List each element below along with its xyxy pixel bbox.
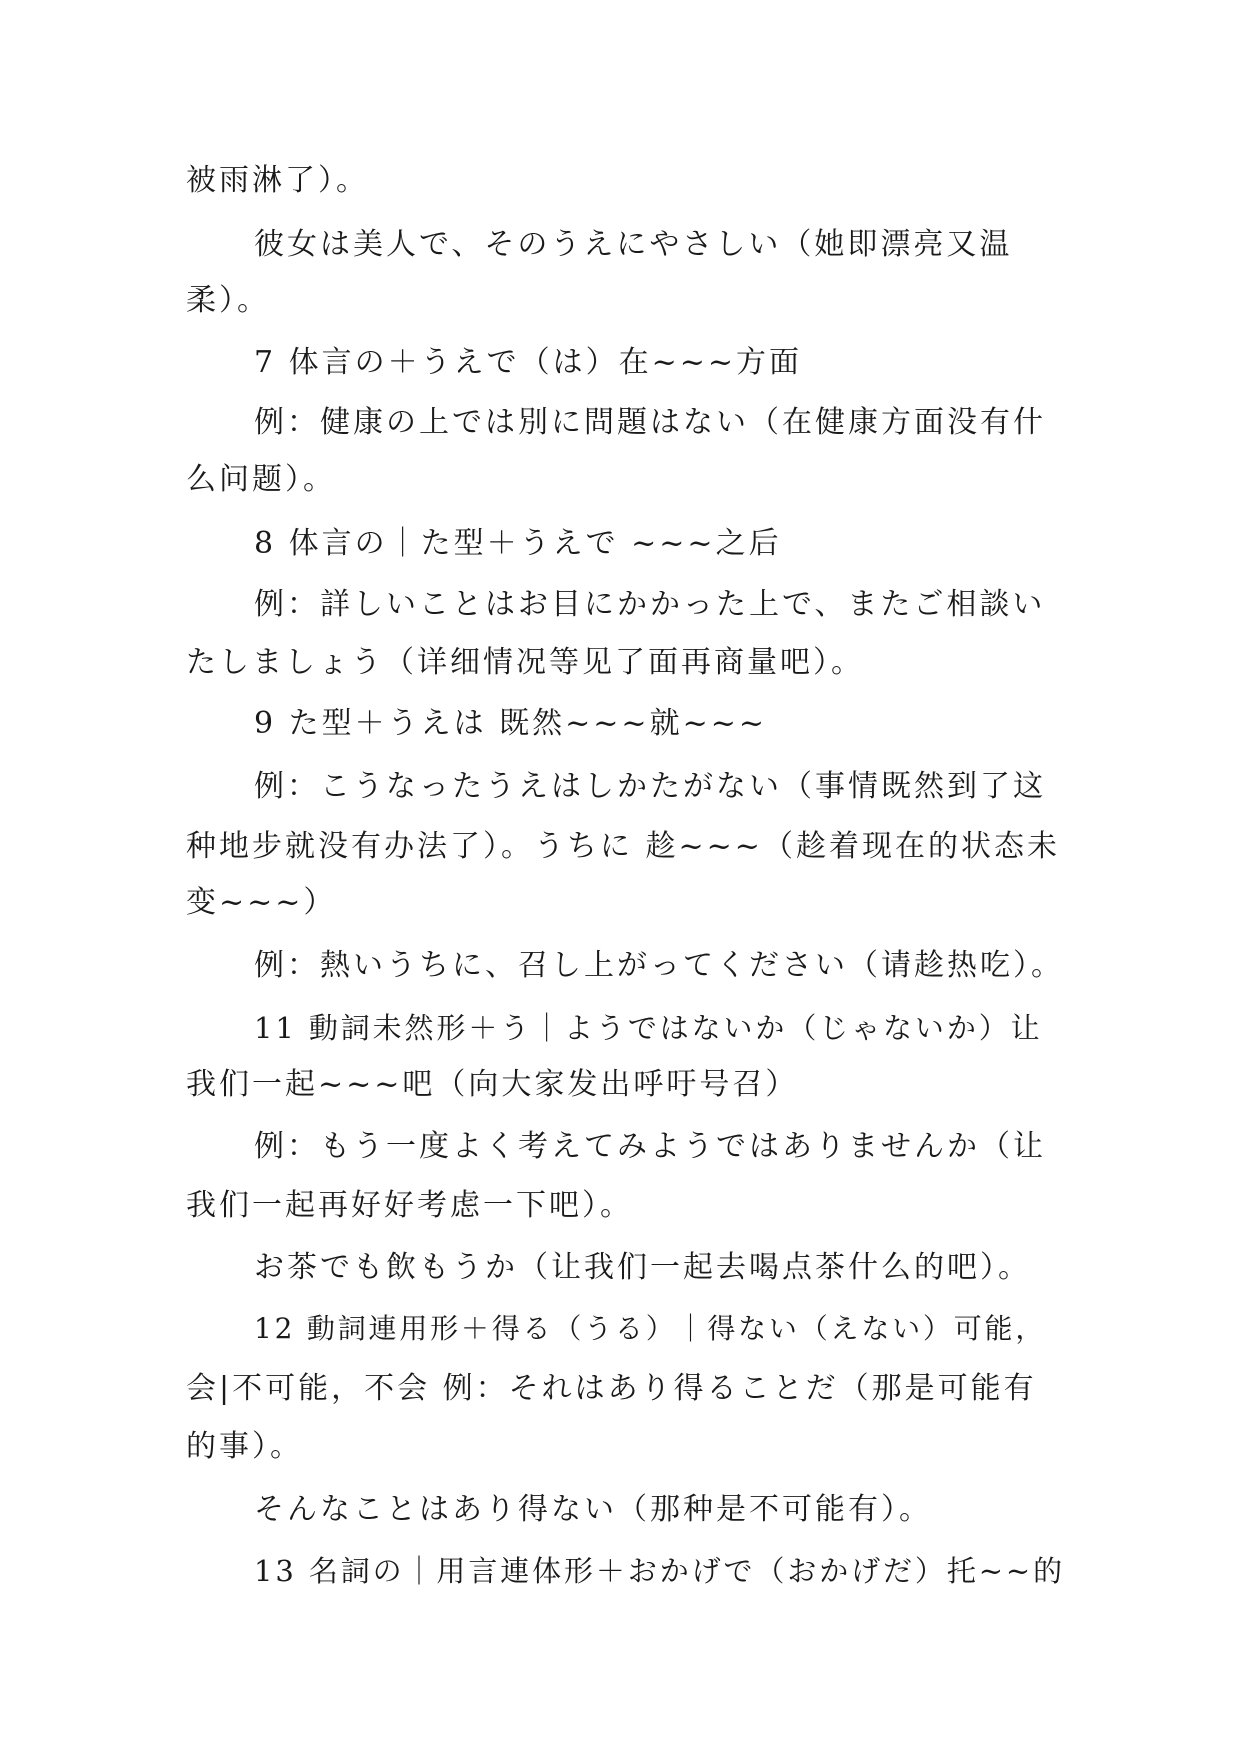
text-line: 我们一起再好好考虑一下吧）。 [186, 1188, 633, 1223]
text-line: 例：熱いうちに、召し上がってください（请趁热吃）。 [254, 948, 1064, 983]
text-line: 被雨淋了）。 [186, 163, 369, 198]
text-line: 例：詳しいことはお目にかかった上で、またご相談い [254, 587, 1046, 622]
text-line: 我们一起~~~吧（向大家发出呼吁号召） [186, 1067, 799, 1102]
text-line: 会|不可能，不会 例：それはあり得ることだ（那是可能有 [186, 1371, 1037, 1406]
text-line: 例：こうなったうえはしかたがない（事情既然到了这 [254, 769, 1046, 804]
text-line: 8 体言の｜た型＋うえで ~~~之后 [254, 526, 782, 561]
text-line: 9 た型＋うえは 既然~~~就~~~ [254, 706, 767, 741]
text-line: 种地步就没有办法了）。うちに 趁~~~（趁着现在的状态未 [186, 829, 1060, 864]
text-line: 12 動詞連用形＋得る（うる）｜得ない（えない）可能， [254, 1312, 1047, 1345]
text-line: たしましょう（详细情况等见了面再商量吧）。 [186, 645, 864, 680]
text-line: そんなことはあり得ない（那种是不可能有）。 [254, 1492, 932, 1527]
text-line: お茶でも飲もうか（让我们一起去喝点茶什么的吧）。 [254, 1250, 1031, 1285]
text-line: 的事）。 [186, 1429, 303, 1464]
text-line: 么问题）。 [186, 462, 336, 497]
text-line: 11 動詞未然形＋う｜ようではないか（じゃないか）让 [254, 1011, 1043, 1045]
text-line: 7 体言の＋うえで（は）在~~~方面 [254, 345, 803, 380]
text-line: 柔）。 [186, 283, 270, 318]
text-line: 变~~~） [186, 885, 337, 920]
text-line: 13 名詞の｜用言連体形＋おかげで（おかげだ）托~~的 [254, 1554, 1066, 1588]
text-line: 例：健康の上では別に問題はない（在健康方面没有什 [254, 405, 1046, 440]
text-line: 例：もう一度よく考えてみようではありませんか（让 [254, 1129, 1046, 1164]
text-line: 彼女は美人で、そのうえにやさしい（她即漂亮又温 [254, 227, 1013, 262]
